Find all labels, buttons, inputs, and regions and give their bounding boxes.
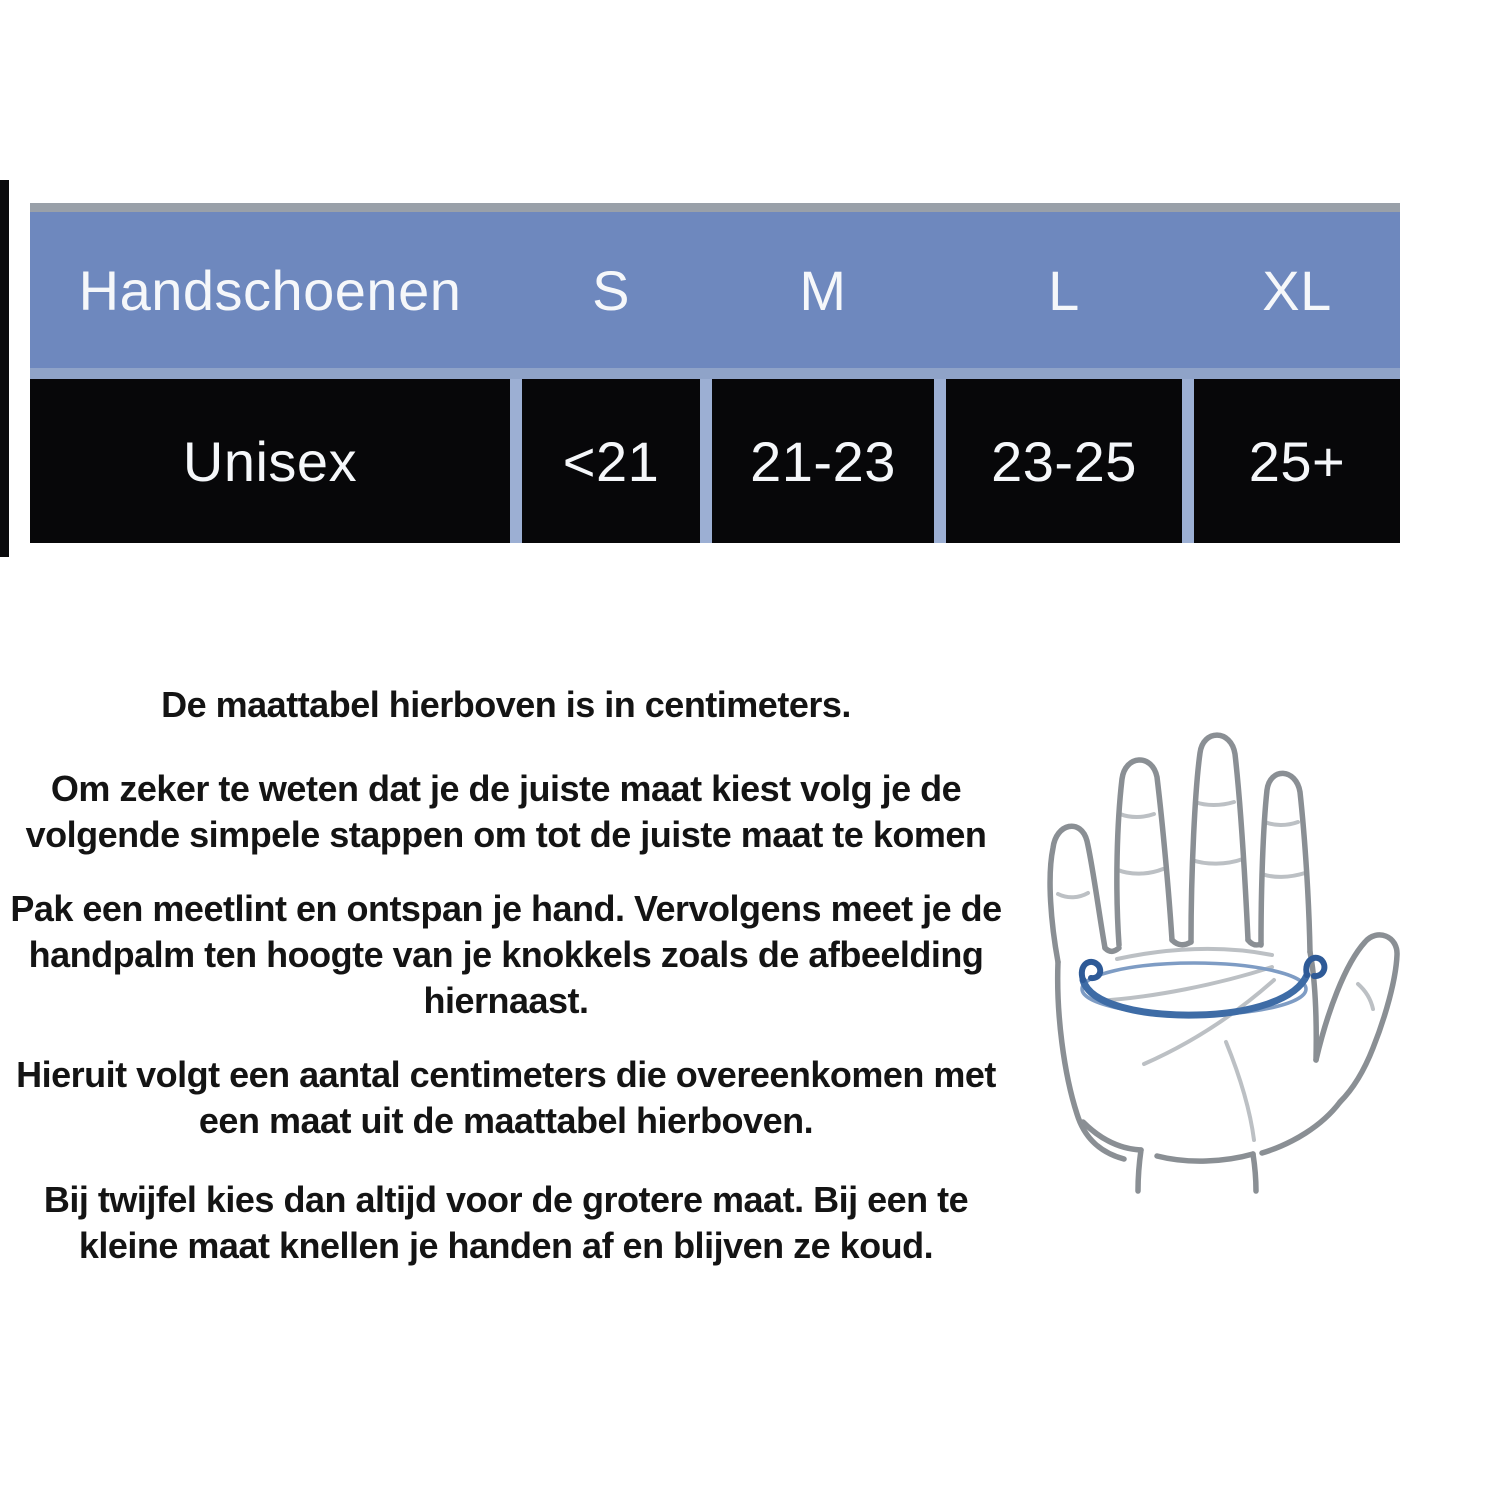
paragraph-result: Hieruit volgt een aantal centimeters die overeenkomen met een maat uit de maattabel hierboven. xyxy=(16,1054,996,1141)
size-table xyxy=(30,203,1400,543)
cell-separator xyxy=(1182,379,1194,543)
tape-end-left xyxy=(1082,962,1100,980)
header-gap xyxy=(934,212,946,368)
header-gap xyxy=(510,212,522,368)
paragraph-units-note: De maattabel hierboven is in centimeters. xyxy=(161,684,851,725)
header-cell-l: L xyxy=(1048,258,1080,322)
cell-separator xyxy=(934,379,946,543)
paragraph-intro: Om zeker te weten dat je de juiste maat kiest volg je de volgende simpele stappen om tot de juiste maat te komen xyxy=(25,768,987,855)
cell-size-m-value: 21-23 xyxy=(712,379,934,543)
header-gap xyxy=(1182,212,1194,368)
size-table-header-row xyxy=(30,212,1400,379)
cell-size-l-value: 23-25 xyxy=(946,379,1182,543)
header-cell-handschoenen: Handschoenen xyxy=(78,258,462,322)
paragraph-advice: Bij twijfel kies dan altijd voor de grotere maat. Bij een te kleine maat knellen je handen af en blijven ze koud. xyxy=(43,1179,969,1266)
header-cell-m: M xyxy=(799,258,847,322)
left-edge-artifact xyxy=(0,180,9,557)
header-cell-xl: XL xyxy=(1262,258,1332,322)
cell-size-xl-value: 25+ xyxy=(1194,379,1400,543)
header-cell-s: S xyxy=(592,258,630,322)
cell-separator xyxy=(510,379,522,543)
paragraph-measure-step: Pak een meetlint en ontspan je hand. Vervolgens meet je de handpalm ten hoogte van je knokkels zoals de afbeelding hiernaast. xyxy=(10,888,1002,1021)
cell-separator xyxy=(700,379,712,543)
cell-unisex: Unisex xyxy=(30,379,510,543)
cell-size-s-value: <21 xyxy=(522,379,700,543)
size-table-value-row xyxy=(30,379,1400,543)
tape-end-right xyxy=(1306,958,1324,976)
header-gap xyxy=(700,212,712,368)
hand-measurement-illustration xyxy=(1022,712,1414,1199)
